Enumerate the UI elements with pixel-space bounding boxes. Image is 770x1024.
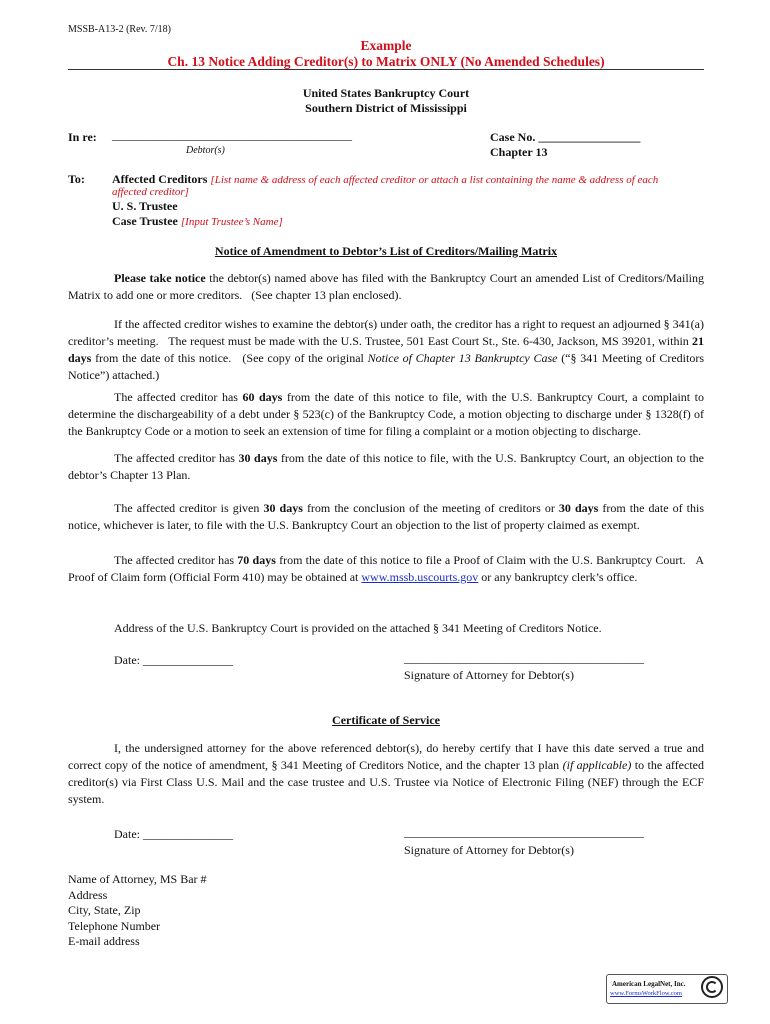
deadline-60-days: 60 days xyxy=(242,390,283,404)
affected-creditors-note: [List name & address of each affected creditor or attach a list containing the name & address of each xyxy=(210,174,659,186)
attorney-telephone: Telephone Number xyxy=(68,918,161,933)
paragraph-text: from the date of this notice to file a Proof of Claim with the U.S. Bankruptcy Court. A Proof of Claim form (Official Form 410) may be obtained at xyxy=(68,553,705,584)
notice-title-italic: Notice of Chapter 13 Bankruptcy Case xyxy=(367,351,558,365)
attorney-name: Name of Attorney, MS Bar # xyxy=(68,872,207,886)
paragraph-text: to the affected creditor(s) via First Class U.S. Mail and the case trustee and U.S. Trustee via Notice of Electronic Filing (NEF) through the ECF system. xyxy=(68,758,704,806)
affected-creditors-note-cont: affected creditor] xyxy=(112,186,189,198)
document-title-example: Example xyxy=(360,38,412,53)
deadline-70-days: 70 days xyxy=(237,553,276,567)
document-title: Ch. 13 Notice Adding Creditor(s) to Matrix ONLY (No Amended Schedules) xyxy=(167,54,605,69)
case-trustee-note: [Input Trustee’s Name] xyxy=(180,216,283,228)
case-trustee-label: Case Trustee xyxy=(112,214,178,228)
paragraph-text: The affected creditor has xyxy=(114,390,238,404)
debtor-name-line: ________________________________________ xyxy=(112,128,352,142)
in-re-label: In re: xyxy=(68,130,97,144)
title-divider xyxy=(68,69,704,70)
mssb-website-link[interactable]: www.mssb.uscourts.gov xyxy=(361,570,479,584)
attorney-block xyxy=(68,872,207,950)
paragraph-please-take-notice xyxy=(68,270,704,304)
paragraph-text: from the date of this notice to file, with the U.S. Bankruptcy Court, an objection to the debtor’s Chapter 13 Plan. xyxy=(68,451,704,482)
paragraph-text: (“§ 341 Meeting of Creditors Notice”) attached.) xyxy=(68,351,705,382)
seal-inner-icon xyxy=(706,981,718,993)
certificate-heading: Certificate of Service xyxy=(332,713,440,727)
footer-logo-url[interactable]: www.FormsWorkFlow.com xyxy=(610,990,682,997)
debtor-label: Debtor(s) xyxy=(186,145,225,156)
paragraph-text: If the affected creditor wishes to examine the debtor(s) under oath, the creditor has a right to request an adjourned § 341(a) creditor’s meeting. The request must be made with the U.S. Trustee, 501 East Court St., Ste. 6-430, Jackson, MS 39201, within xyxy=(68,317,704,348)
form-number: MSSB-A13-2 (Rev. 7/18) xyxy=(68,24,171,35)
deadline-30-days: 30 days xyxy=(238,451,278,465)
paragraph-text: The affected creditor has xyxy=(114,553,235,567)
paragraph-text: I, the undersigned attorney for the above referenced debtor(s), do hereby certify that I have this date served a true and correct copy of the notice of amendment, § 341 Meeting of Creditors Notice, and the chapter 13 plan xyxy=(68,741,704,772)
paragraph-text: or any bankruptcy clerk’s office. xyxy=(481,570,638,584)
court-name: United States Bankruptcy Court xyxy=(302,86,470,100)
paragraph-text: The affected creditor is given xyxy=(114,501,260,515)
attorney-city-state-zip: City, State, Zip xyxy=(68,903,141,917)
affected-creditors-line xyxy=(112,172,704,189)
us-trustee-label: U. S. Trustee xyxy=(112,199,178,213)
paragraph-30-days-exempt xyxy=(68,500,704,534)
signature-label: Signature of Attorney for Debtor(s) xyxy=(404,668,574,682)
paragraph-60-days xyxy=(68,389,704,440)
please-take-notice-text: Please take notice xyxy=(114,271,206,285)
date-field: Date: _______________ xyxy=(114,653,233,667)
paragraph-text: The affected creditor has xyxy=(114,451,235,465)
paragraph-text: from the date of this notice. (See copy of the original xyxy=(95,351,364,365)
deadline-21-days: 21 days xyxy=(68,334,705,365)
footer-logo-name: American LegalNet, Inc. xyxy=(612,980,686,988)
to-label: To: xyxy=(68,172,85,186)
date-field: Date: _______________ xyxy=(114,827,233,841)
attorney-email: E-mail address xyxy=(68,934,140,948)
paragraph-adjourned-meeting xyxy=(68,316,704,384)
chapter-label: Chapter 13 xyxy=(490,145,548,159)
notice-heading: Notice of Amendment to Debtor’s List of Creditors/Mailing Matrix xyxy=(214,244,558,258)
signature-label: Signature of Attorney for Debtor(s) xyxy=(404,843,574,857)
deadline-30-days: 30 days xyxy=(558,501,599,515)
paragraph-70-days xyxy=(68,552,704,586)
paragraph-30-days-plan xyxy=(68,450,704,484)
paragraph-text: from the conclusion of the meeting of creditors or xyxy=(306,501,555,515)
deadline-30-days: 30 days xyxy=(263,501,303,515)
case-trustee-line xyxy=(112,214,283,231)
signature-line: ________________________________________ xyxy=(404,825,644,839)
case-number: Case No. _________________ xyxy=(490,130,641,144)
court-district: Southern District of Mississippi xyxy=(305,101,467,115)
paragraph-text: from the date of this notice to file, with the U.S. Bankruptcy Court, a complaint to determine the dischargeability of a debt under § 523(c) of the Bankruptcy Code, a motion objecting to discharge under § 1328(f) of the Bankruptcy Code or a motion to seek an extension of time for filing a complaint or a motion objecting to discharge. xyxy=(68,390,705,438)
paragraph-text: the debtor(s) named above has filed with the Bankruptcy Court an amended List of Creditors/Mailing Matrix to add one or more creditors. (See chapter 13 plan enclosed). xyxy=(68,271,705,302)
attorney-address: Address xyxy=(68,887,108,902)
certificate-text xyxy=(68,740,704,808)
paragraph-text: from the date of this notice, whichever is later, to file with the U.S. Bankruptcy Court an objection to the list of property claimed as exempt. xyxy=(68,501,705,532)
if-applicable-italic: (if applicable) xyxy=(562,758,632,772)
affected-creditors-label: Affected Creditors xyxy=(112,172,208,186)
paragraph-court-address: Address of the U.S. Bankruptcy Court is provided on the attached § 341 Meeting of Creditors Notice. xyxy=(114,621,602,635)
signature-line: ________________________________________ xyxy=(404,651,644,665)
